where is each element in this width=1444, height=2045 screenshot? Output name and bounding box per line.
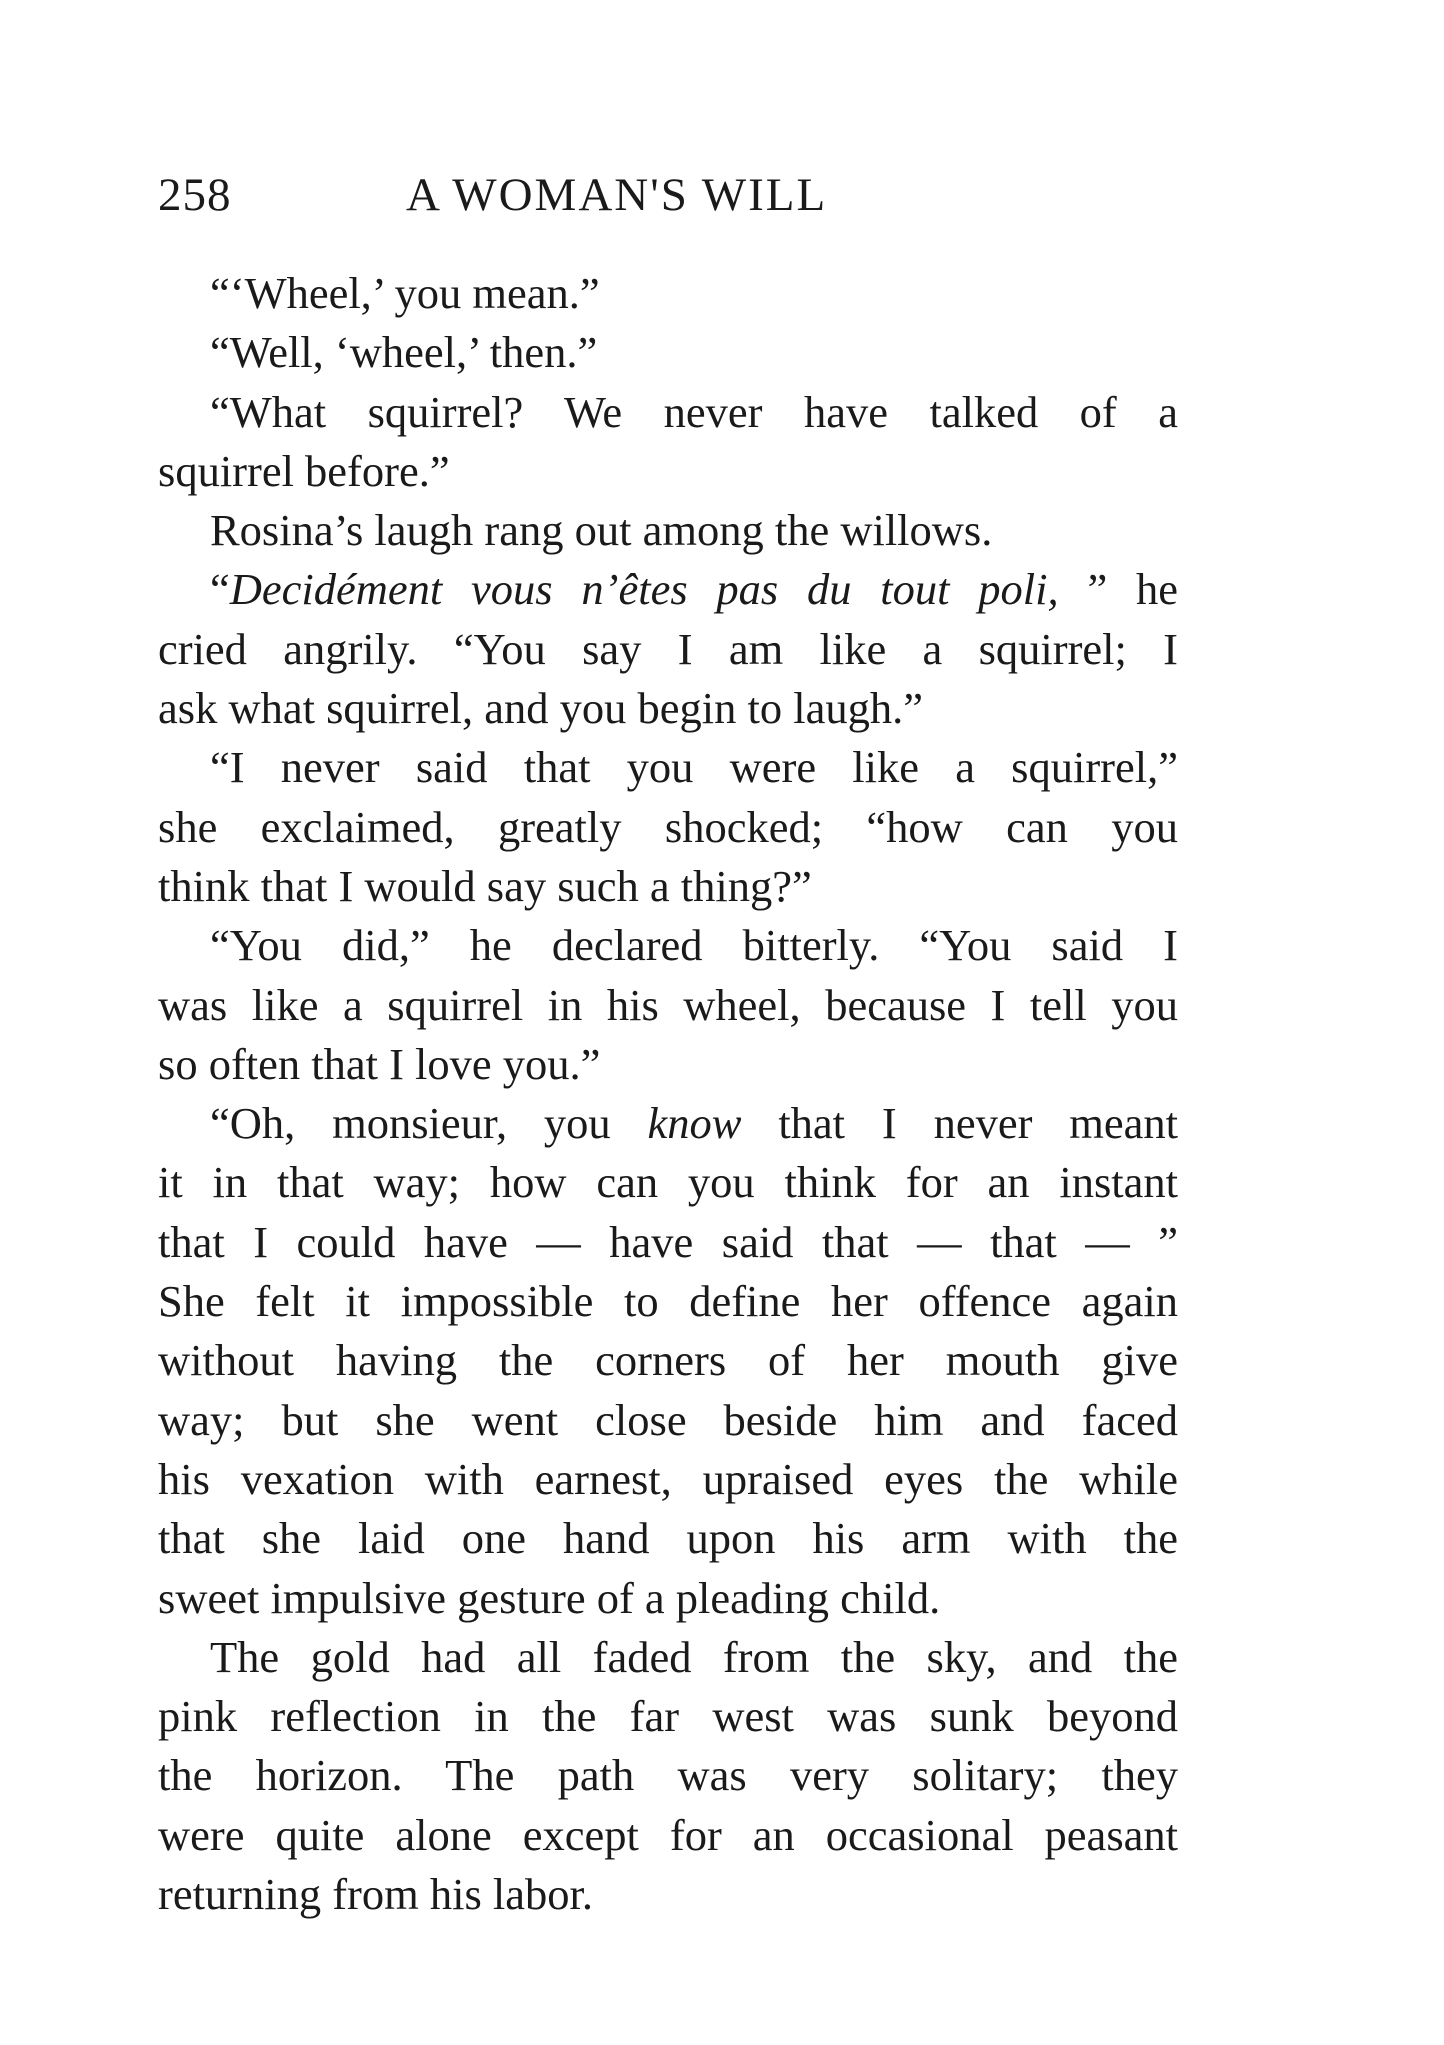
text-line: returning from his labor. (158, 1869, 594, 1920)
text-line: cried angrily. “You say I am like a squirrel; I (158, 623, 1178, 674)
text-line: “Well, ‘wheel,’ then.” (210, 327, 598, 378)
quote-close: ” he (1087, 564, 1178, 615)
book-title: A WOMAN'S WILL (406, 169, 828, 221)
text-line: without having the corners of her mouth give (158, 1335, 1178, 1386)
text-line: “‘Wheel,’ you mean.” (210, 268, 600, 318)
text-line: squirrel before.” (158, 445, 450, 496)
text-line: that I could have — have said that — that — ” (158, 1216, 1178, 1267)
french-phrase: Decidément vous n’êtes pas du tout poli, (229, 564, 1059, 615)
text-line-italic (158, 1094, 1178, 1153)
text-line: way; but she went close beside him and faced (158, 1394, 1178, 1445)
text-line: the horizon. The path was very solitary; they (158, 1750, 1178, 1801)
text-line: Rosina’s laugh rang out among the willows. (210, 505, 993, 556)
text-line: She felt it impossible to define her offence again (158, 1276, 1178, 1327)
text-line: sweet impulsive gesture of a pleading child. (158, 1572, 941, 1623)
text-line: ask what squirrel, and you begin to laugh.” (158, 683, 923, 734)
text-line: “What squirrel? We never have talked of a (210, 386, 1178, 437)
body-text (158, 264, 1178, 1924)
text-line: pink reflection in the far west was sunk beyond (158, 1691, 1178, 1742)
text-line: was like a squirrel in his wheel, because I tell you (158, 979, 1178, 1030)
running-head (158, 168, 1178, 232)
text-line: his vexation with earnest, upraised eyes the while (158, 1453, 1178, 1504)
quote-open: “ (210, 564, 230, 615)
text-line: that she laid one hand upon his arm with the (158, 1513, 1178, 1564)
text-segment: that I never meant (741, 1098, 1178, 1149)
text-line: think that I would say such a thing?” (158, 860, 812, 911)
text-line: The gold had all faded from the sky, and the (210, 1631, 1178, 1682)
page-number: 258 (158, 169, 232, 221)
text-line: “You did,” he declared bitterly. “You said I (210, 920, 1178, 971)
text-line: so often that I love you.” (158, 1038, 601, 1089)
text-line: it in that way; how can you think for an instant (158, 1157, 1178, 1208)
emphasis-word: know (647, 1098, 742, 1149)
text-segment: “Oh, monsieur, you (210, 1098, 648, 1149)
text-line: “I never said that you were like a squirrel,” (210, 742, 1178, 793)
text-line: she exclaimed, greatly shocked; “how can you (158, 801, 1178, 852)
text-line-italic (158, 560, 1178, 619)
text-line: were quite alone except for an occasional peasant (158, 1809, 1178, 1860)
